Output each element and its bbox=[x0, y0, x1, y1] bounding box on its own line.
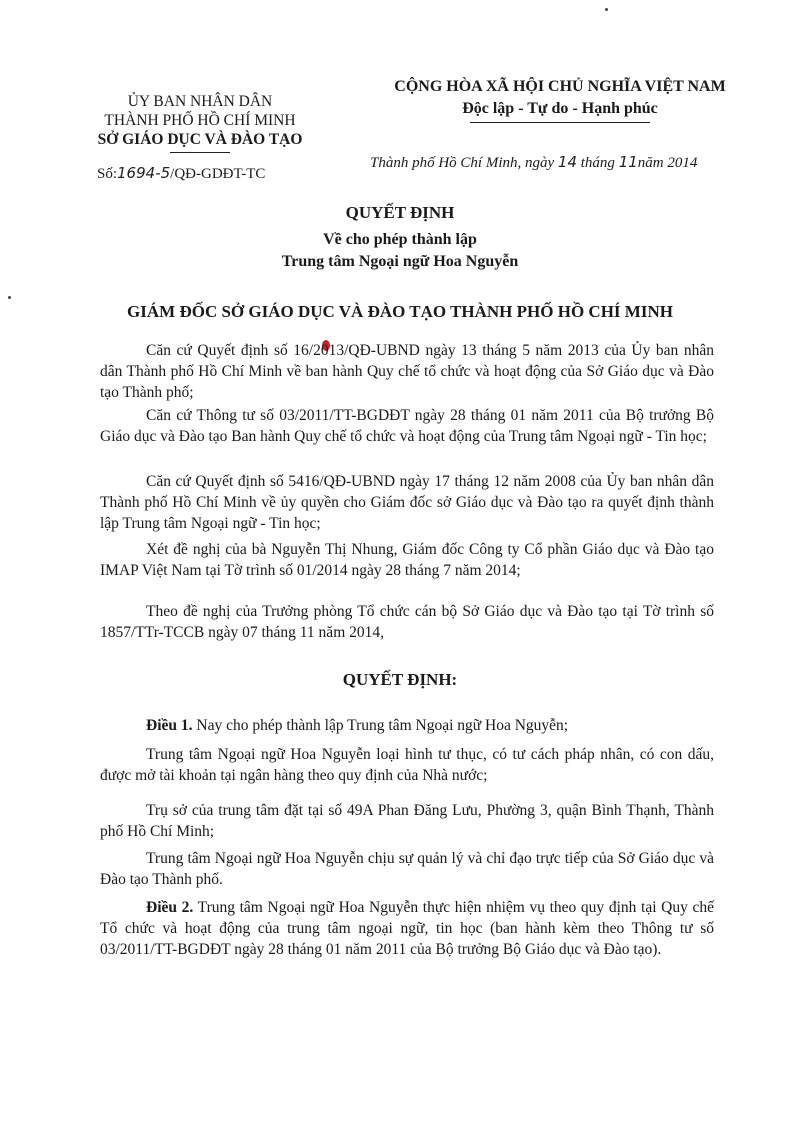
document-subtitle-2: Trung tâm Ngoại ngữ Hoa Nguyễn bbox=[281, 253, 519, 270]
document-title: QUYẾT ĐỊNH bbox=[345, 203, 455, 222]
document-number bbox=[97, 164, 265, 183]
document-subtitle-1: Về cho phép thành lập bbox=[323, 231, 477, 248]
preamble-1: Căn cứ Quyết định số 16/2013/QĐ-UBND ngày 13 tháng 5 năm 2013 của Ủy ban nhân dân Thành phố Hồ Chí Minh về ban hành Quy chế tổ chức và hoạt động của Sở Giáo dục và Đào tạo Thành phố; bbox=[100, 342, 714, 401]
authority-underline bbox=[170, 152, 230, 153]
authority-line-2: THÀNH PHỐ HỒ CHÍ MINH bbox=[104, 112, 296, 129]
article-1 bbox=[100, 715, 714, 736]
date-place: Thành phố Hồ Chí Minh, ngày bbox=[370, 155, 555, 171]
scan-speck bbox=[605, 8, 608, 11]
scan-speck bbox=[8, 296, 11, 299]
decision-heading: QUYẾT ĐỊNH: bbox=[342, 670, 458, 689]
preamble-5: Theo đề nghị của Trưởng phòng Tổ chức cán bộ Sở Giáo dục và Đào tạo tại Tờ trình số 1857/TTr-TCCB ngày 07 tháng 11 năm 2014, bbox=[100, 603, 714, 641]
document-number-handwritten: 1694-5 bbox=[117, 164, 171, 182]
issuing-authority bbox=[70, 92, 330, 153]
motto: Độc lập - Tự do - Hạnh phúc bbox=[462, 100, 658, 117]
article-1-para-3: Trụ sở của trung tâm đặt tại số 49A Phan Đăng Lưu, Phường 3, quận Bình Thạnh, Thành phố Hồ Chí Minh; bbox=[100, 802, 714, 840]
authority-line-1: ỦY BAN NHÂN DÂN bbox=[127, 93, 273, 110]
date-year: năm 2014 bbox=[637, 155, 698, 171]
preamble-3: Căn cứ Quyết định số 5416/QĐ-UBND ngày 17 tháng 12 năm 2008 của Ủy ban nhân dân Thành phố Hồ Chí Minh về ủy quyền cho Giám đốc sở Giáo dục và Đào tạo ra quyết định thành lập Trung tâm Ngoại ngữ - Tin học; bbox=[100, 473, 714, 532]
issue-date bbox=[370, 153, 697, 172]
document-number-prefix: Số: bbox=[97, 166, 118, 182]
article-1-para-4: Trung tâm Ngoại ngữ Hoa Nguyễn chịu sự quản lý và chỉ đạo trực tiếp của Sở Giáo dục và Đào tạo Thành phố. bbox=[100, 850, 714, 888]
article-1-para-2: Trung tâm Ngoại ngữ Hoa Nguyễn loại hình tư thục, có tư cách pháp nhân, có con dấu, được mở tài khoản tại ngân hàng theo quy định của Nhà nước; bbox=[100, 746, 714, 784]
date-month: 11 bbox=[618, 153, 638, 171]
authority-line-3: SỞ GIÁO DỤC VÀ ĐÀO TẠO bbox=[97, 131, 303, 148]
motto-underline bbox=[470, 122, 650, 123]
preamble-4: Xét đề nghị của bà Nguyễn Thị Nhung, Giám đốc Công ty Cổ phần Giáo dục và Đào tạo IMAP Việt Nam tại Tờ trình số 01/2014 ngày 28 tháng 7 năm 2014; bbox=[100, 541, 714, 579]
preamble-2: Căn cứ Thông tư số 03/2011/TT-BGDĐT ngày 28 tháng 01 năm 2011 của Bộ trưởng Bộ Giáo dục và Đào tạo Ban hành Quy chế tổ chức và hoạt động của Trung tâm Ngoại ngữ - Tin học; bbox=[100, 407, 714, 445]
date-month-label: tháng bbox=[580, 155, 615, 171]
authority-heading: GIÁM ĐỐC SỞ GIÁO DỤC VÀ ĐÀO TẠO THÀNH PHỐ HỒ CHÍ MINH bbox=[127, 302, 673, 321]
article-1-label: Điều 1. bbox=[146, 717, 193, 734]
national-motto bbox=[350, 76, 770, 123]
article-2-text: Trung tâm Ngoại ngữ Hoa Nguyễn thực hiện nhiệm vụ theo quy định tại Quy chế Tổ chức và hoạt động của trung tâm ngoại ngữ, tin học (ban hành kèm theo Thông tư số 03/2011/TT-BGDĐT ngày 28 tháng 01 năm 2011 của Bộ trưởng Bộ Giáo dục và Đào tạo). bbox=[100, 899, 715, 958]
article-2 bbox=[100, 897, 714, 960]
country-name: CỘNG HÒA XÃ HỘI CHỦ NGHĨA VIỆT NAM bbox=[394, 78, 726, 95]
article-2-label: Điều 2. bbox=[146, 899, 194, 916]
document-number-suffix: /QĐ-GDĐT-TC bbox=[170, 166, 266, 182]
article-1-text: Nay cho phép thành lập Trung tâm Ngoại ngữ Hoa Nguyễn; bbox=[192, 717, 569, 734]
date-day: 14 bbox=[557, 153, 578, 171]
